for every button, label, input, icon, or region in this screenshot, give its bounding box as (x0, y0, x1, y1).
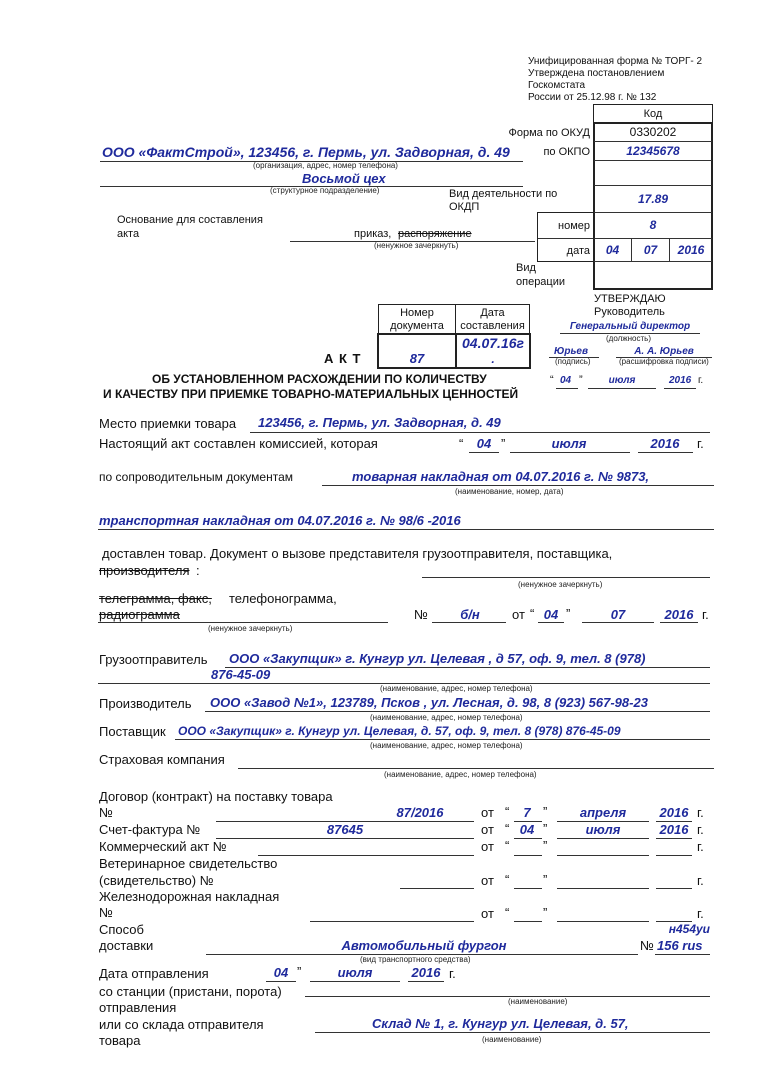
delivered-producer-struck: производителя (99, 563, 190, 578)
basis-label: акта (117, 228, 140, 240)
telephonogram: телефонограмма, (229, 591, 337, 606)
date-month: 07 (643, 243, 658, 257)
contract-year: 2016 (659, 805, 689, 820)
station-label-cont: отправления (99, 1000, 177, 1015)
form-header-line: России от 25.12.98 г. № 132 (528, 92, 657, 103)
warehouse-caption: (наименование) (482, 1035, 542, 1044)
insurance-caption: (наименование, адрес, номер телефона) (384, 770, 537, 779)
rail-label: Железнодорожная накладная (99, 889, 280, 904)
invoice-number: 87645 (326, 822, 364, 837)
producer-label: Производитель (99, 696, 192, 711)
invoice-year: 2016 (659, 822, 689, 837)
shipper-caption: (наименование, адрес, номер телефона) (380, 684, 533, 693)
telegram-number: б/н (460, 607, 480, 622)
form-header-line: Унифицированная форма № ТОРГ- 2 (528, 56, 703, 67)
insurance-label: Страховая компания (99, 752, 225, 767)
approve-name: А. А. Юрьев (634, 346, 694, 357)
doc-number-header-cell (378, 304, 456, 334)
okpo-label: по ОКПО (543, 146, 590, 158)
okpo-value: 12345678 (626, 144, 680, 158)
operation-label: операции (516, 276, 566, 288)
warehouse-label: или со склада отправителя (99, 1017, 264, 1032)
invoice-month: июля (585, 822, 621, 837)
delivery-method-value: Автомобильный фургон (341, 938, 507, 953)
contract-month: апреля (579, 805, 627, 820)
supplier-caption: (наименование, адрес, номер телефона) (370, 741, 523, 750)
codes-title: Код (643, 108, 663, 120)
organization-caption: (организация, адрес, номер телефона) (253, 161, 398, 170)
commission-day: 04 (476, 436, 492, 451)
commission-year: 2016 (650, 436, 680, 451)
delivery-method-caption: (вид транспортного средства) (360, 955, 471, 964)
dispatch-year: 2016 (411, 965, 441, 980)
act-date: 04.07.16г (462, 335, 524, 351)
basis-label: Основание для составления (117, 214, 263, 226)
organization-name: ООО «ФактСтрой», 123456, г. Пермь, ул. Задворная, д. 49 (102, 144, 510, 160)
vehicle-number: н454уи (668, 922, 710, 936)
approve-year: 2016 (669, 375, 692, 386)
invoice-label: Счет-фактура № (99, 822, 201, 837)
doc-date-header: Дата (480, 307, 505, 319)
vehicle-region: 156 rus (657, 938, 703, 953)
okdp-label: ОКДП (449, 201, 480, 213)
act-date-tail: . (491, 352, 495, 366)
doc-number-header: документа (390, 320, 444, 332)
contract-no-label: № (99, 805, 113, 820)
commission-month: июля (551, 436, 587, 451)
approve-month: июля (608, 375, 636, 386)
place-label: Место приемки товара (99, 416, 237, 431)
date-label: дата (566, 245, 590, 257)
vet-label: Ветеринарное свидетельство (99, 856, 278, 871)
division-caption: (структурное подразделение) (270, 186, 380, 195)
delivered-text: доставлен товар. Документ о вызове представителя грузоотправителя, поставщика, (102, 546, 613, 561)
basis-instruction-struck: распоряжение (398, 228, 472, 240)
shipper-value: ООО «Закупщик» г. Кунгур ул. Целевая , д 57, оф. 9, тел. 8 (978) (229, 651, 646, 666)
contract-day: 7 (523, 805, 531, 820)
docs-caption: (наименование, номер, дата) (455, 487, 564, 496)
okud-value: 0330202 (629, 125, 677, 139)
delivered-caption: (ненужное зачеркнуть) (518, 580, 603, 589)
telegram-year: 2016 (664, 607, 694, 622)
basis-order: приказ, (354, 228, 392, 240)
dispatch-date-label: Дата отправления (99, 966, 209, 981)
okdp-value: 17.89 (637, 192, 669, 206)
approve-day: 04 (560, 375, 572, 386)
act-title-line-1: ОБ УСТАНОВЛЕННОМ РАСХОЖДЕНИИ ПО КОЛИЧЕСТВУ (152, 372, 487, 386)
commission-label: Настоящий акт составлен комиссией, которая (99, 436, 378, 451)
invoice-day: 04 (519, 822, 535, 837)
date-day: 04 (605, 243, 620, 257)
shipper-value-cont: 876-45-09 (211, 667, 271, 682)
number-label: номер (558, 220, 590, 232)
contract-label: Договор (контракт) на поставку товара (99, 789, 333, 804)
doc-date-header-cell (455, 304, 530, 334)
codes-title-cell (593, 104, 713, 124)
shipper-label: Грузоотправитель (99, 652, 208, 667)
form-header-line: Госкомстата (528, 80, 586, 91)
telegram-caption: (ненужное зачеркнуть) (208, 624, 293, 633)
station-caption: (наименование) (508, 997, 568, 1006)
producer-value: ООО «Завод №1», 123789, Псков , ул. Лесная, д. 98, 8 (923) 567-98-23 (210, 695, 648, 710)
warehouse-value: Склад № 1, г. Кунгур ул. Целевая, д. 57, (372, 1016, 629, 1031)
approve-role: Руководитель (594, 306, 665, 318)
docs-label: по сопроводительным документам (99, 470, 294, 484)
producer-caption: (наименование, адрес, номер телефона) (370, 713, 523, 722)
approve-name-caption: (расшифровка подписи) (619, 357, 709, 366)
approve-title: УТВЕРЖДАЮ (594, 293, 666, 305)
number-value: 8 (649, 218, 657, 232)
doc-number-header: Номер (400, 307, 434, 319)
okud-label: Форма по ОКУД (508, 127, 590, 139)
docs-value-1: товарная накладная от 04.07.2016 г. № 9873, (352, 469, 650, 484)
doc-date-header: составления (460, 320, 525, 332)
approve-position: Генеральный директор (569, 321, 691, 332)
radiogram-struck: радиограмма (99, 607, 180, 622)
act-label: А К Т (324, 351, 362, 366)
vet-no-label: (свидетельство) № (99, 873, 214, 888)
docs-value-2: транспортная накладная от 04.07.2016 г. № 98/6 -2016 (99, 513, 461, 528)
act-title-line-2: И КАЧЕСТВУ ПРИ ПРИЕМКЕ ТОВАРНО-МАТЕРИАЛЬНЫХ ЦЕННОСТЕЙ (103, 387, 519, 401)
station-label: со станции (пристани, порота) (99, 984, 282, 999)
division-name: Восьмой цех (302, 171, 386, 186)
okdp-label: Вид деятельности по (449, 188, 558, 200)
telegram-struck: телеграмма, факс, (99, 591, 212, 606)
act-number: 87 (409, 351, 425, 366)
telegram-day: 04 (543, 607, 559, 622)
supplier-value: ООО «Закупщик» г. Кунгур ул. Целевая, д. 57, оф. 9, тел. 8 (978) 876-45-09 (178, 724, 621, 738)
rail-no-label: № (99, 905, 113, 920)
date-year: 2016 (677, 243, 705, 257)
delivery-method-label: доставки (99, 938, 154, 953)
commercial-act-label: Коммерческий акт № (99, 839, 227, 854)
place-value: 123456, г. Пермь, ул. Задворная, д. 49 (258, 415, 501, 430)
form-header-line: Утверждена постановлением (528, 68, 665, 79)
contract-number: 87/2016 (396, 805, 444, 820)
delivery-method-label: Способ (99, 922, 144, 937)
approve-position-caption: (должность) (606, 334, 651, 343)
basis-caption: (ненужное зачеркнуть) (374, 241, 459, 250)
telegram-month: 07 (610, 607, 626, 622)
approve-signature-caption: (подпись) (555, 357, 591, 366)
supplier-label: Поставщик (99, 724, 166, 739)
dispatch-month: июля (337, 965, 373, 980)
dispatch-day: 04 (273, 965, 289, 980)
warehouse-label-cont: товара (99, 1033, 141, 1048)
approve-signature: Юрьев (553, 346, 589, 357)
operation-label: Вид (516, 262, 536, 274)
